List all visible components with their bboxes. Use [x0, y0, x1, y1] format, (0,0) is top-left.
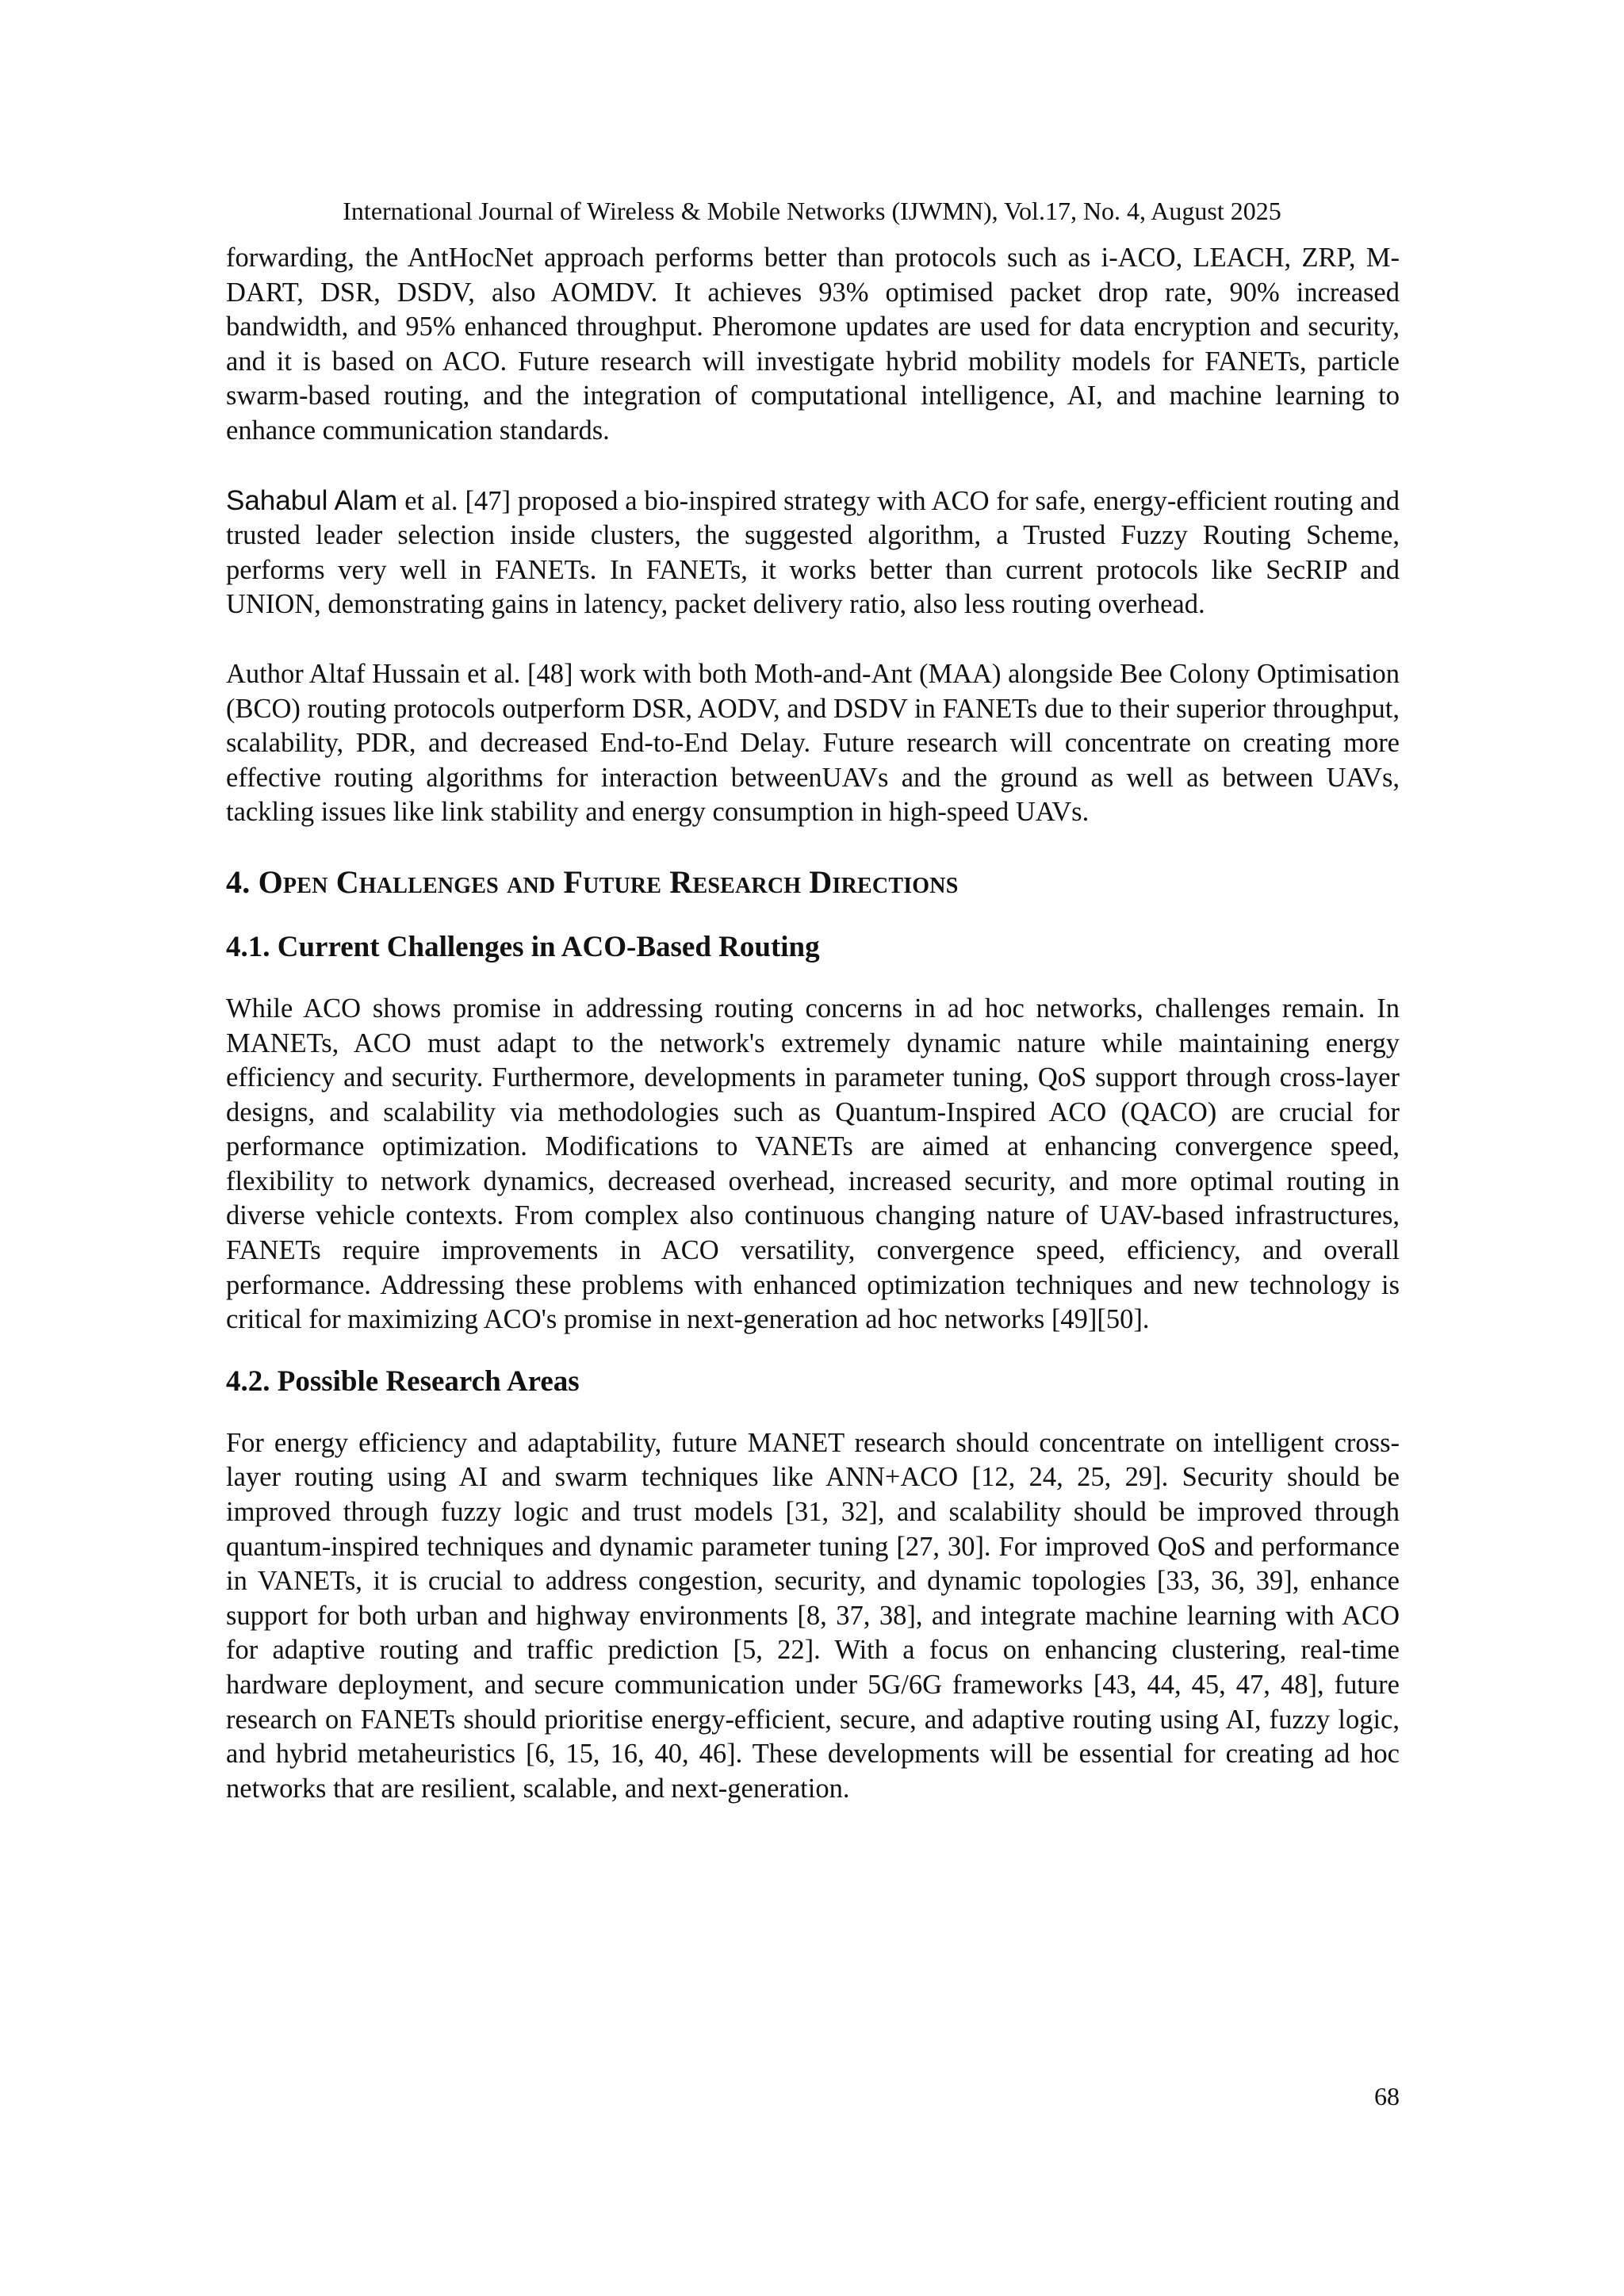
- author-name-lead: Sahabul Alam: [226, 484, 398, 516]
- running-header: International Journal of Wireless & Mobile Networks (IJWMN), Vol.17, No. 4, August 2025: [343, 197, 1281, 225]
- page-body: [226, 241, 1400, 1806]
- paragraph-sahabul-alam-text: et al. [47] proposed a bio-inspired strategy with ACO for safe, energy-efficient routing and trusted leader selection inside clusters, the suggested algorithm, a Trusted Fuzzy Routing Scheme, performs very well in FANETs. In FANETs, it works better than current protocols like SecRIP and UNION, demonstrating gains in latency, packet delivery ratio, also less routing overhead.: [226, 485, 1400, 620]
- subsection-heading-4-1: 4.1. Current Challenges in ACO-Based Routing: [226, 930, 820, 963]
- page-number: 68: [1374, 2082, 1400, 2110]
- section-heading-4: 4. Open Challenges and Future Research Directions: [226, 863, 959, 900]
- subsection-heading-4-2: 4.2. Possible Research Areas: [226, 1364, 580, 1398]
- paragraph-research-areas: For energy efficiency and adaptability, future MANET research should concentrate on intelligent cross-layer routing using AI and swarm techniques like ANN+ACO [12, 24, 25, 29]. Security should be improved through fuzzy logic and trust models [31, 32], and scalability should be improved through quantum-inspired techniques and dynamic parameter tuning [27, 30]. For improved QoS and performance in VANETs, it is crucial to address congestion, security, and dynamic topologies [33, 36, 39], enhance support for both urban and highway environments [8, 37, 38], and integrate machine learning with ACO for adaptive routing and traffic prediction [5, 22]. With a focus on enhancing clustering, real-time hardware deployment, and secure communication under 5G/6G frameworks [43, 44, 45, 47, 48], future research on FANETs should prioritise energy-efficient, secure, and adaptive routing using AI, fuzzy logic, and hybrid metaheuristics [6, 15, 16, 40, 46]. These developments will be essential for creating ad hoc networks that are resilient, scalable, and next-generation.: [226, 1427, 1400, 1804]
- paragraph-current-challenges: While ACO shows promise in addressing routing concerns in ad hoc networks, challenges remain. In MANETs, ACO must adapt to the network's extremely dynamic nature while maintaining energy efficiency and security. Furthermore, developments in parameter tuning, QoS support through cross-layer designs, and scalability via methodologies such as Quantum-Inspired ACO (QACO) are crucial for performance optimization. Modifications to VANETs are aimed at enhancing convergence speed, flexibility to network dynamics, decreased overhead, increased security, and more optimal routing in diverse vehicle contexts. From complex also continuous changing nature of UAV-based infrastructures, FANETs require improvements in ACO versatility, convergence speed, efficiency, and overall performance. Addressing these problems with enhanced optimization techniques and new technology is critical for maximizing ACO's promise in next-generation ad hoc networks [49][50].: [226, 993, 1400, 1335]
- paragraph-anthocnet: forwarding, the AntHocNet approach performs better than protocols such as i-ACO, LEACH, ZRP, M-DART, DSR, DSDV, also AOMDV. It achieves 93% optimised packet drop rate, 90% increased bandwidth, and 95% enhanced throughput. Pheromone updates are used for data encryption and security, and it is based on ACO. Future research will investigate hybrid mobility models for FANETs, particle swarm-based routing, and the integration of computational intelligence, AI, and machine learning to enhance communication standards.: [226, 243, 1400, 446]
- paragraph-sahabul-alam: [226, 484, 1400, 622]
- paragraph-altaf-hussain: Author Altaf Hussain et al. [48] work with both Moth-and-Ant (MAA) alongside Bee Colony Optimisation (BCO) routing protocols outperform DSR, AODV, and DSDV in FANETs due to their superior throughput, scalability, PDR, and decreased End-to-End Delay. Future research will concentrate on creating more effective routing algorithms for interaction betweenUAVs and the ground as well as between UAVs, tackling issues like link stability and energy consumption in high-speed UAVs.: [226, 658, 1400, 828]
